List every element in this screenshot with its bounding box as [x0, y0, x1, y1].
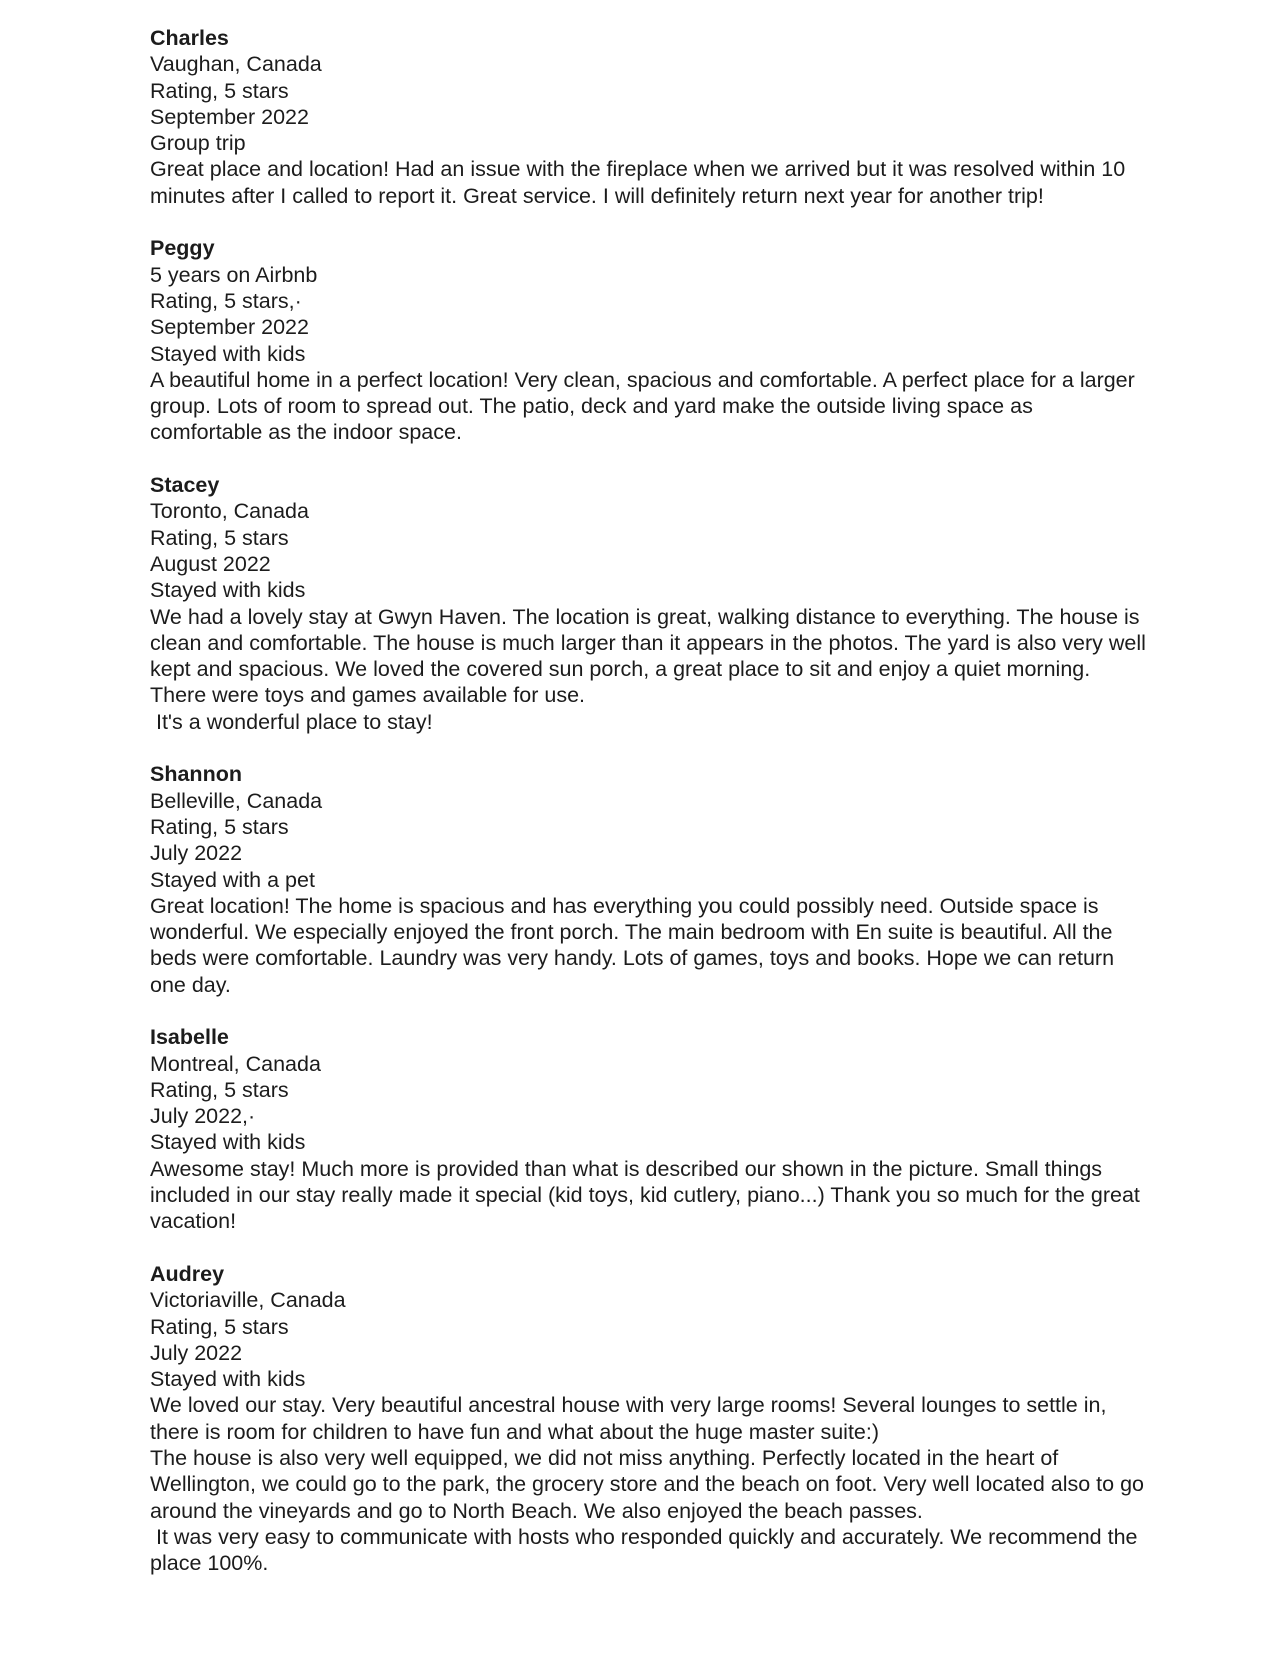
- review-rating: Rating, 5 stars: [150, 78, 289, 103]
- reviewer-origin: Belleville, Canada: [150, 788, 323, 813]
- review-rating: Rating, 5 stars: [150, 1077, 289, 1102]
- reviewer-origin: Vaughan, Canada: [150, 52, 322, 77]
- review-date: July 2022: [150, 1340, 243, 1365]
- review-date: September 2022: [150, 104, 309, 129]
- review-text-continued: It was very easy to communicate with hosts who responded quickly and accurately. We recommend the place 100%.: [150, 1524, 1144, 1576]
- review-text: Awesome stay! Much more is provided than what is described our shown in the picture. Small things included in our stay really made it special (kid toys, kid cutlery, piano...) Thank you so much for the great vacation!: [150, 1156, 1146, 1234]
- trip-type: Stayed with kids: [150, 1367, 306, 1392]
- review-rating: Rating, 5 stars,·: [150, 288, 302, 313]
- reviewer-name: Audrey: [150, 1261, 225, 1286]
- review-stacey: [150, 472, 1150, 735]
- review-date: July 2022: [150, 841, 243, 866]
- reviewer-name: Shannon: [150, 762, 242, 787]
- review-text: A beautiful home in a perfect location! Very clean, spacious and comfortable. A perfect place for a larger group. Lots of room to spread out. The patio, deck and yard make the outside living space as comfortable as the indoor space.: [150, 367, 1141, 445]
- reviewer-name: Charles: [150, 26, 229, 50]
- review-charles: [150, 25, 1150, 209]
- review-rating: Rating, 5 stars: [150, 814, 289, 839]
- reviewer-name: Isabelle: [150, 1025, 229, 1050]
- reviews-document: [150, 25, 1150, 1577]
- review-text: We had a lovely stay at Gwyn Haven. The location is great, walking distance to everything. The house is clean and comfortable. The house is much larger than it appears in the photos. The yard is also very well kept and spacious. We loved the covered sun porch, a great place to sit and enjoy a quiet morning. There were toys and games available for use.: [150, 604, 1152, 708]
- review-date: August 2022: [150, 551, 271, 576]
- review-text-continued: It's a wonderful place to stay!: [150, 709, 433, 734]
- reviewer-name: Stacey: [150, 473, 220, 498]
- reviewer-origin: Toronto, Canada: [150, 499, 309, 524]
- review-rating: Rating, 5 stars: [150, 525, 289, 550]
- review-date: July 2022,·: [150, 1104, 256, 1129]
- review-text-continued: The house is also very well equipped, we did not miss anything. Perfectly located in the heart of Wellington, we could go to the park, the grocery store and the beach on foot. Very well located also to go around the vineyards and go to North Beach. We also enjoyed the beach passes.: [150, 1446, 1150, 1523]
- review-rating: Rating, 5 stars: [150, 1314, 289, 1339]
- review-shannon: [150, 761, 1150, 998]
- reviewer-origin: Victoriaville, Canada: [150, 1288, 346, 1313]
- trip-type: Stayed with kids: [150, 341, 306, 366]
- trip-type: Stayed with kids: [150, 578, 306, 603]
- review-audrey: [150, 1261, 1150, 1577]
- reviewer-origin: Montreal, Canada: [150, 1051, 321, 1076]
- review-date: September 2022: [150, 315, 309, 340]
- review-isabelle: [150, 1024, 1150, 1234]
- review-peggy: [150, 235, 1150, 445]
- reviewer-name: Peggy: [150, 236, 215, 261]
- trip-type: Stayed with kids: [150, 1130, 306, 1155]
- trip-type: Group trip: [150, 131, 246, 156]
- reviewer-origin: 5 years on Airbnb: [150, 262, 318, 287]
- review-text: Great location! The home is spacious and has everything you could possibly need. Outside space is wonderful. We especially enjoyed the front porch. The main bedroom with En suite is beautiful. All the beds were comfortable. Laundry was very handy. Lots of games, toys and books. Hope we can return one day.: [150, 893, 1121, 997]
- review-text: Great place and location! Had an issue with the fireplace when we arrived but it was resolved within 10 minutes after I called to report it. Great service. I will definitely return next year for another trip!: [150, 157, 1132, 208]
- review-text: We loved our stay. Very beautiful ancestral house with very large rooms! Several lounges to settle in, there is room for children to have fun and what about the huge master suite:): [150, 1393, 1113, 1444]
- trip-type: Stayed with a pet: [150, 867, 315, 892]
